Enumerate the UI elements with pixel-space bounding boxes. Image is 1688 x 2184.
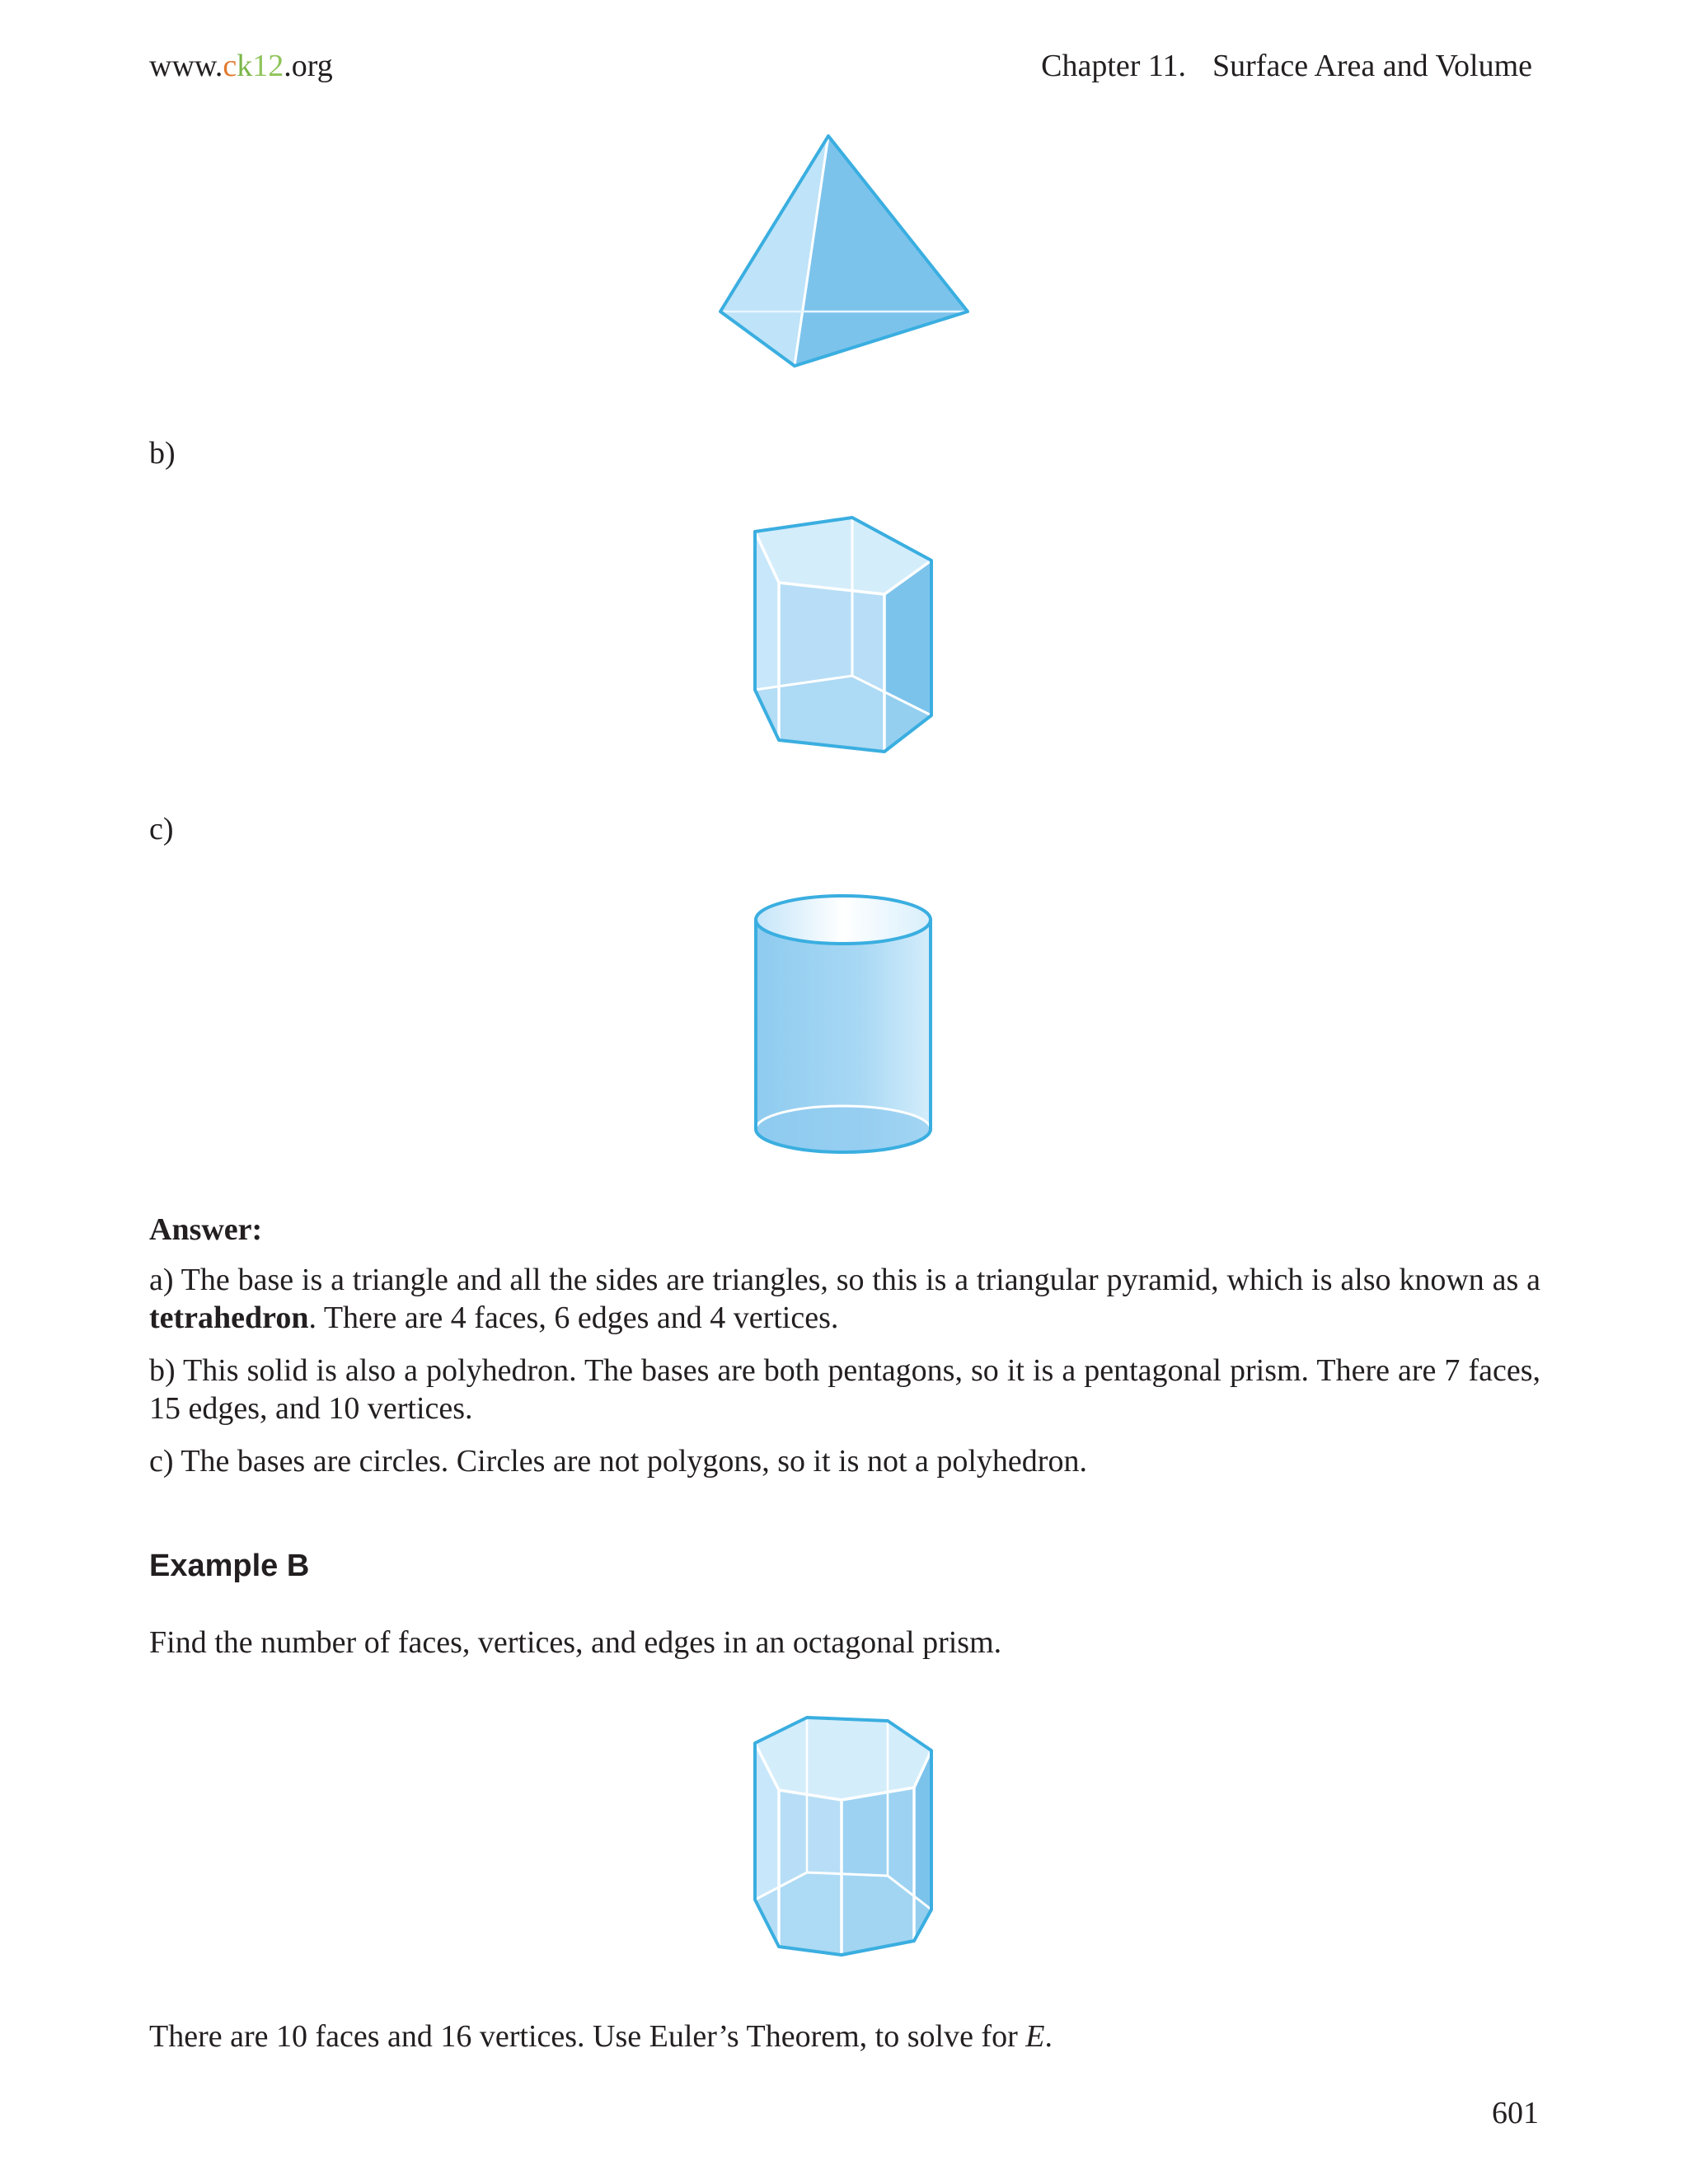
page-number: 601: [1492, 2096, 1539, 2130]
label-b: b): [149, 436, 176, 471]
site-url-prefix: www.: [149, 49, 223, 83]
example-b-followup: [149, 2018, 1540, 2055]
example-b-prompt: Find the number of faces, vertices, and edges in an octagonal prism.: [149, 1625, 1002, 1660]
cylinder-icon: [746, 886, 944, 1162]
site-url-num: 12: [252, 49, 284, 83]
answer-b: b) This solid is also a polyhedron. The bases are both pentagons, so it is a pentagonal prism. There are 7 faces, 15 edges, and 10 vertices.: [149, 1353, 1540, 1426]
site-url-suffix: .org: [284, 49, 333, 83]
followup-text: There are 10 faces and 16 vertices. Use Euler’s Theorem, to solve for: [149, 2019, 1026, 2054]
pentagonal-prism-icon: [746, 511, 940, 758]
answer-c: c) The bases are circles. Circles are not polygons, so it is not a polyhedron.: [149, 1444, 1087, 1479]
answer-label: Answer:: [149, 1212, 263, 1247]
site-url-k: k: [237, 49, 253, 83]
chapter-header: [1041, 46, 1532, 86]
followup-variable: E: [1025, 2019, 1045, 2054]
answer-a-term: tetrahedron: [149, 1301, 309, 1335]
followup-period: .: [1044, 2019, 1053, 2054]
chapter-number: Chapter 11.: [1041, 49, 1187, 83]
example-b-heading: Example B: [149, 1549, 310, 1583]
answer-a: [149, 1261, 1540, 1337]
site-url: [149, 46, 333, 86]
label-c: c): [149, 812, 174, 846]
triangular-pyramid-icon: [709, 128, 973, 375]
site-url-c: c: [223, 49, 237, 83]
answer-a-counts: . There are 4 faces, 6 edges and 4 vertices.: [308, 1301, 839, 1335]
octagonal-prism-icon: [746, 1706, 944, 1961]
chapter-title: Surface Area and Volume: [1212, 49, 1532, 83]
answer-a-text: a) The base is a triangle and all the sides are triangles, so this is a triangular pyramid, which is also known as a: [149, 1263, 1540, 1297]
